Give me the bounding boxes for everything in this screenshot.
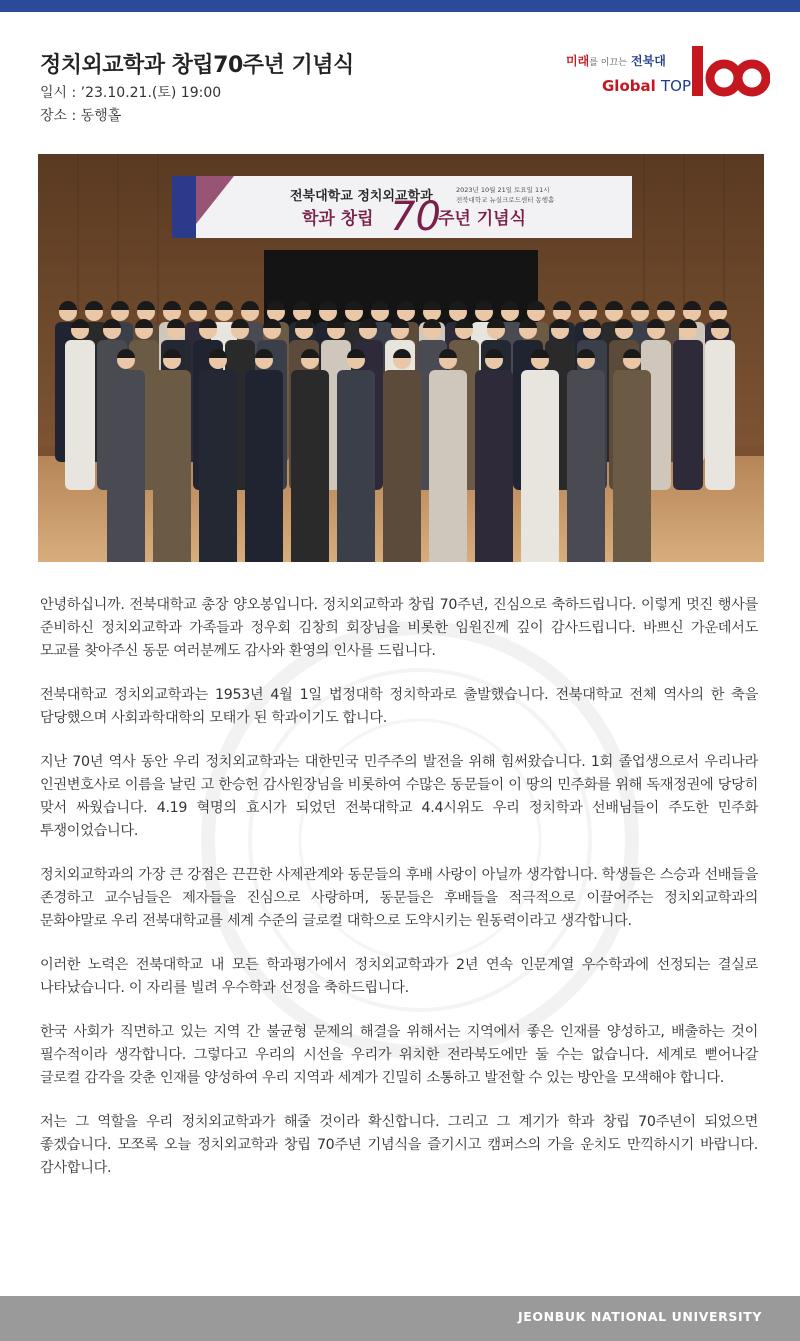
event-banner	[172, 176, 632, 240]
attendee-figure	[383, 349, 421, 562]
attendee-figure	[337, 349, 375, 562]
attendee-figure	[567, 349, 605, 562]
attendee-figure	[245, 349, 283, 562]
logo-100-mark	[690, 44, 770, 100]
page-title: 정치외교학과 창립70주년 기념식	[40, 53, 354, 78]
attendee-figure	[705, 319, 735, 490]
attendee-figure	[291, 349, 329, 562]
attendee-figure	[199, 349, 237, 562]
speech-paragraph: 안녕하십니까. 전북대학교 총장 양오봉입니다. 정치외교학과 창립 70주년, 진심으로 축하드립니다. 이렇게 멋진 행사를 준비하신 정치외교학과 가족들과 정우회 김창희 회장님을 비롯한 임원진께 깊이 감사드립니다. 바쁘신 가운데서도 모교를 찾아주신 동문 여러분께도 감사와 환영의 인사를 드립니다.	[40, 597, 758, 659]
attendee-figure	[673, 319, 703, 490]
attendee-figure	[65, 319, 95, 490]
banner-right-text: 주년 기념식	[438, 209, 527, 229]
attendee-figure	[613, 349, 651, 562]
event-place: 장소 : 동행홀	[40, 108, 122, 124]
attendee-figure	[107, 349, 145, 562]
logo-slogan: 미래를 이끄는 전북대	[566, 54, 666, 68]
banner-number: 70	[390, 194, 441, 240]
banner-date: 2023년 10월 21일 토요일 11시	[456, 186, 550, 194]
attendee-figure	[521, 349, 559, 562]
banner-venue: 전북대학교 뉴실크로드센터 동행홀	[456, 196, 555, 204]
footer-university-name: JEONBUK NATIONAL UNIVERSITY	[518, 1309, 762, 1324]
attendee-figure	[429, 349, 467, 562]
speech-paragraph: 저는 그 역할을 우리 정치외교학과가 해줄 것이라 확신합니다. 그리고 그 계기가 학과 창립 70주년이 되었으면 좋겠습니다. 모쪼록 오늘 정치외교학과 창립 70주년 기념식을 즐기시고 캠퍼스의 가을 운치도 만끽하시기 바랍니다. 감사합니다.	[40, 1114, 758, 1176]
speech-paragraph: 이러한 노력은 전북대학교 내 모든 학과평가에서 정치외교학과가 2년 연속 인문계열 우수학과에 선정되는 결실로 나타났습니다. 이 자리를 빌려 우수학과 선정을 축하드립니다.	[40, 957, 758, 996]
speech-paragraph: 전북대학교 정치외교학과는 1953년 4월 1일 법정대학 정치학과로 출발했습니다. 전북대학교 전체 역사의 한 축을 담당했으며 사회과학대학의 모태가 된 학과이기도 합니다.	[40, 687, 758, 726]
speech-paragraph: 정치외교학과의 가장 큰 강점은 끈끈한 사제관계와 동문들의 후배 사랑이 아닐까 생각합니다. 학생들은 스승과 선배들을 존경하고 교수님들은 제자들을 진심으로 사랑하며, 동문들은 후배들을 적극적으로 이끌어주는 정치외교학과의 문화야말로 우리 전북대학교를 세계 수준의 글로컬 대학으로 도약시키는 원동력이라고 생각합니다.	[40, 867, 758, 929]
banner-university-dept: 전북대학교 정치외교학과	[290, 189, 433, 204]
banner-left-text: 학과 창립	[302, 209, 374, 229]
speech-paragraph: 한국 사회가 직면하고 있는 지역 간 불균형 문제의 해결을 위해서는 지역에서 좋은 인재를 양성하고, 배출하는 것이 필수적이라 생각합니다. 그렇다고 우리의 시선을 우리가 위치한 전라북도에만 둘 수는 없습니다. 세계로 뻗어나갈 글로컬 감각을 갖춘 인재를 양성하여 우리 지역과 세계가 긴밀히 소통하고 발전할 수 있는 방안을 모색해야 합니다.	[40, 1024, 758, 1086]
event-group-photo	[38, 154, 764, 562]
university-logo	[566, 44, 771, 102]
footer-bar	[0, 1296, 800, 1341]
attendee-figure	[475, 349, 513, 562]
logo-global-top: Global TOP	[602, 77, 692, 95]
attendee-figure	[153, 349, 191, 562]
event-date: 일시 : ’23.10.21.(토) 19:00	[40, 85, 222, 101]
speech-paragraph: 지난 70년 역사 동안 우리 정치외교학과는 대한민국 민주주의 발전을 위해 힘써왔습니다. 1회 졸업생으로서 우리나라 인권변호사로 이름을 날린 고 한승헌 감사원장님을 비롯하여 수많은 동문들이 이 땅의 민주화를 위해 독재정권에 당당히 맞서 싸웠습니다. 4.19 혁명의 효시가 되었던 전북대학교 4.4시위도 우리 정치학과 선배님들이 주도한 민주화 투쟁이었습니다.	[40, 754, 758, 839]
attendees-group	[55, 301, 735, 562]
speech-body	[40, 594, 758, 1201]
top-accent-bar	[0, 0, 800, 12]
